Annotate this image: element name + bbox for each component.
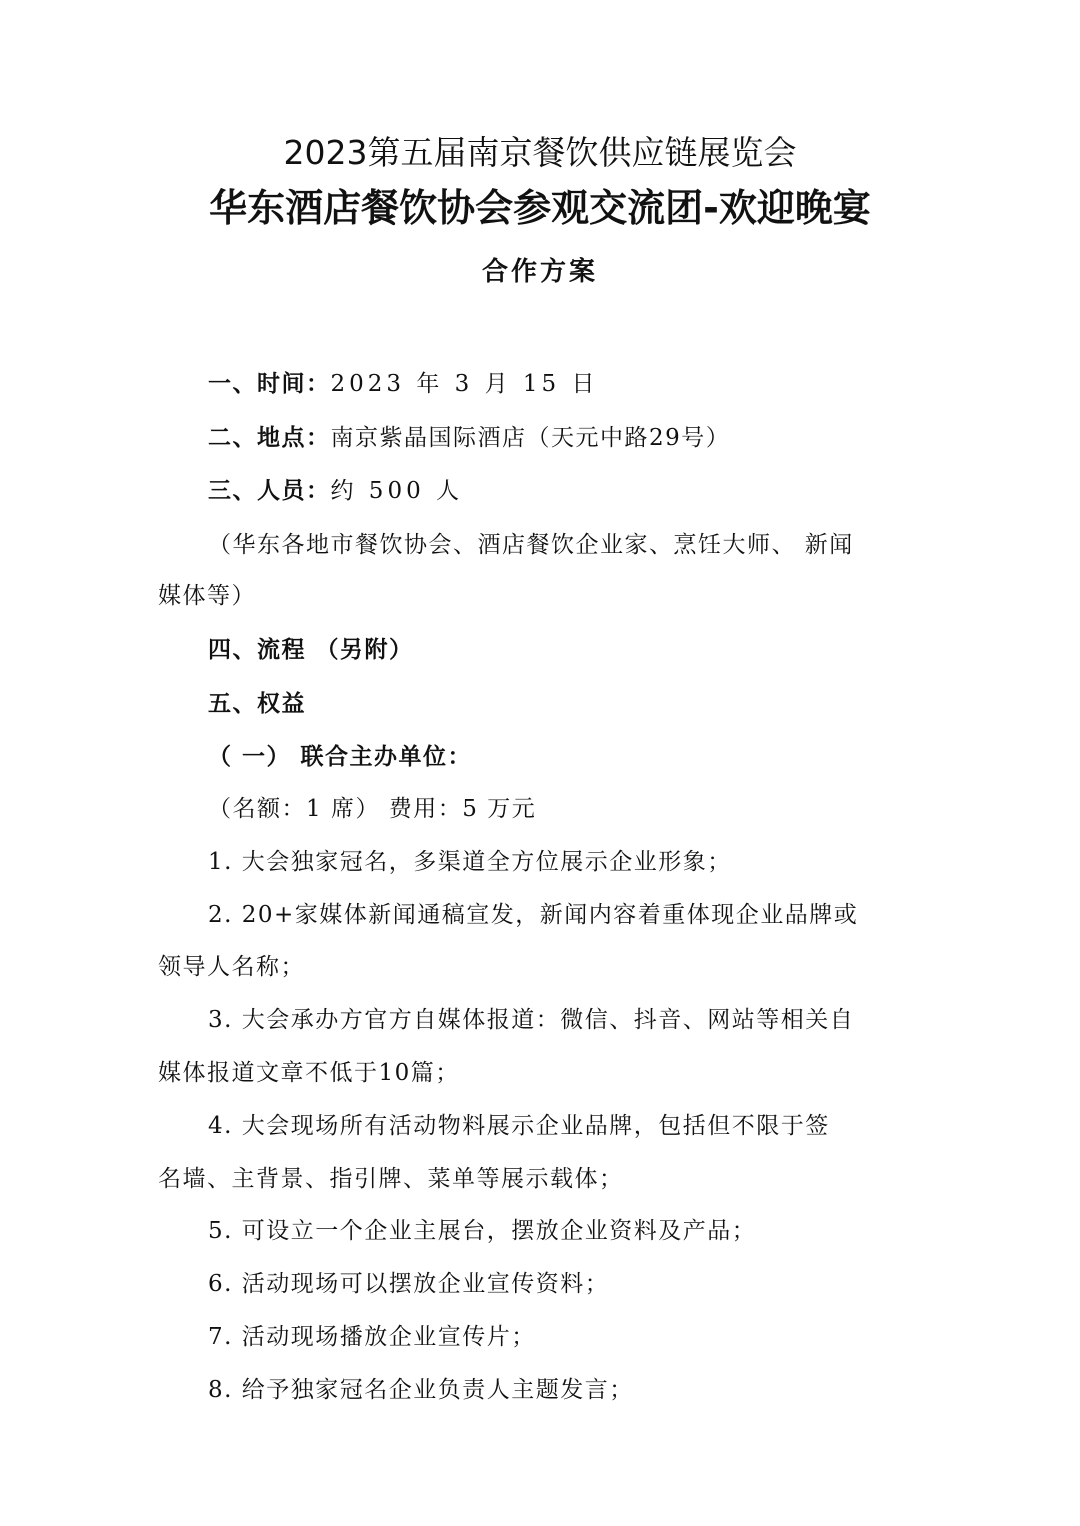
co-host-quota: （名额：1 席） 费用：5 万元 [208,796,537,822]
people-row [208,473,928,509]
rights-heading: 五、权益 [208,691,306,717]
document-title-line1: 2023第五届南京餐饮供应链展览会 [283,133,797,172]
place-label: 二、地点： [208,425,331,451]
document-subtitle: 合作方案 [481,257,598,287]
benefit-item-3-line1: 3. 大会承办方官方自媒体报道：微信、抖音、网站等相关自 [208,1007,855,1033]
co-host-heading: （ 一） 联合主办单位： [208,744,473,770]
process-heading: 四、流程 （另附） [208,637,414,663]
place-value: 南京紫晶国际酒店（天元中路29号） [330,425,731,451]
benefit-item-4-line2: 名墙、主背景、指引牌、菜单等展示载体； [158,1166,624,1192]
benefit-item-2-line1: 2. 20+家媒体新闻通稿宣发，新闻内容着重体现企业品牌或 [208,902,859,928]
benefit-item-8: 8. 给予独家冠名企业负责人主题发言； [208,1377,634,1403]
time-row [208,366,928,402]
benefit-item-4-line1: 4. 大会现场所有活动物料展示企业品牌，包括但不限于签 [208,1113,830,1139]
place-row [208,420,928,456]
people-label: 三、人员： [208,478,331,504]
people-note-line1: （华东各地市餐饮协会、酒店餐饮企业家、烹饪大师、 新闻 [208,532,854,558]
time-value: 2023 年 3 月 15 日 [330,371,599,397]
time-label: 一、时间： [208,371,331,397]
benefit-item-3-line2: 媒体报道文章不低于10篇； [158,1060,460,1086]
benefit-item-6: 6. 活动现场可以摆放企业宣传资料； [208,1271,610,1297]
benefit-item-2-line2: 领导人名称； [158,954,305,980]
people-note-line2: 媒体等） [158,583,256,609]
people-value: 约 500 人 [330,478,464,504]
benefit-item-7: 7. 活动现场播放企业宣传片； [208,1324,536,1350]
document-title-line2: 华东酒店餐饮协会参观交流团-欢迎晚宴 [209,186,871,230]
benefit-item-1: 1. 大会独家冠名，多渠道全方位展示企业形象； [208,849,732,875]
benefit-item-5: 5. 可设立一个企业主展台，摆放企业资料及产品； [208,1218,757,1244]
